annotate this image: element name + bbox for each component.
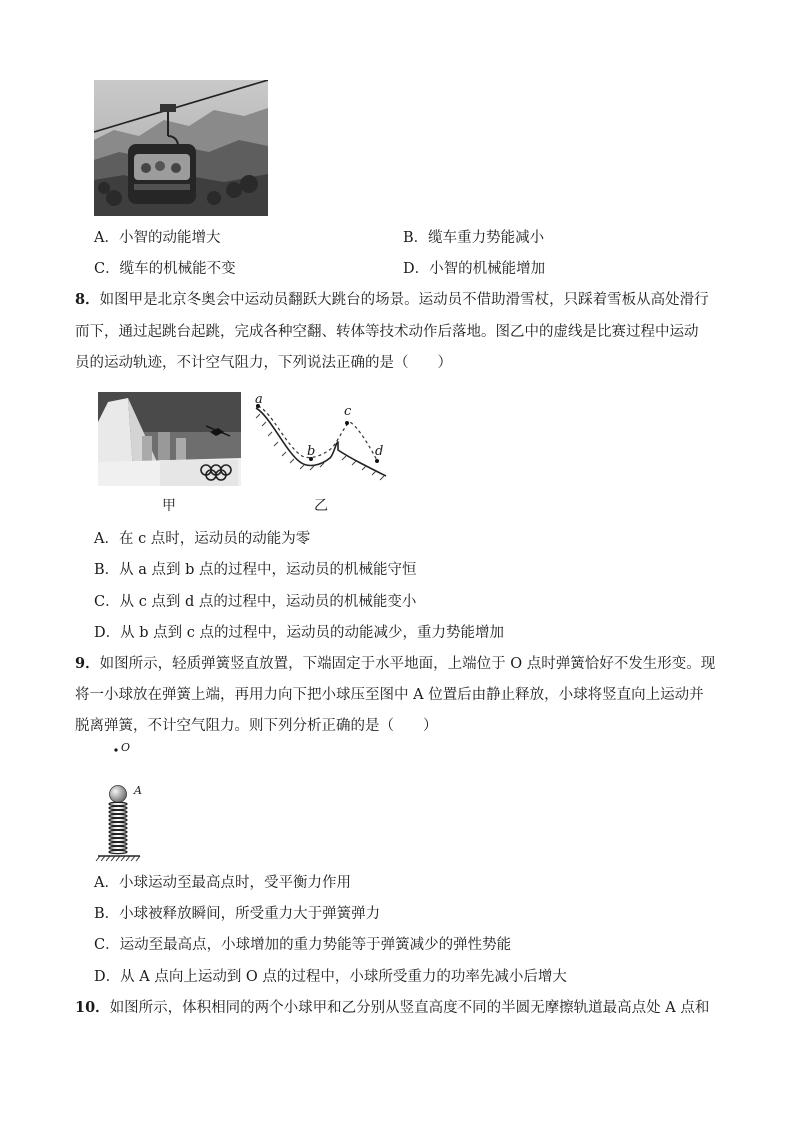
- caption-yi: 乙: [314, 498, 328, 514]
- cable-car-photo: [94, 80, 268, 216]
- q8-option-b: B．从 a 点到 b 点的过程中，运动员的机械能守恒: [94, 562, 417, 578]
- q9-stem-line-2: 将一小球放在弹簧上端，再用力向下把小球压至图中 A 位置后由静止释放，小球将竖直向上运动并: [75, 687, 704, 703]
- caption-jia: 甲: [162, 498, 176, 514]
- q9-number: 9．: [75, 655, 100, 672]
- q9-stem-line-1: 9．如图所示，轻质弹簧竖直放置，下端固定于水平地面，上端位于 O 点时弹簧恰好不发生形变。现: [75, 655, 716, 672]
- q10-stem-line-1: 10．如图所示，体积相同的两个小球甲和乙分别从竖直高度不同的半圆无摩擦轨道最高点处 A 点和: [75, 999, 710, 1016]
- q8-option-c: C．从 c 点到 d 点的过程中，运动员的机械能变小: [94, 594, 417, 610]
- q10-number: 10．: [75, 999, 110, 1016]
- q7-option-b: B．缆车重力势能减小: [403, 230, 545, 246]
- q8-number: 8．: [75, 291, 100, 308]
- track-label-b: b: [307, 444, 316, 459]
- spring-diagram: [94, 740, 154, 864]
- track-label-a: a: [255, 392, 263, 407]
- q7-option-d: D．小智的机械能增加: [403, 261, 546, 277]
- q8-stem-line-2: 而下，通过起跳台起跳，完成各种空翻、转体等技术动作后落地。图乙中的虚线是比赛过程中运动: [75, 324, 699, 340]
- q9-option-d: D．从 A 点向上运动到 O 点的过程中，小球所受重力的功率先减小后增大: [94, 969, 567, 985]
- q8-stem-line-3: 员的运动轨迹，不计空气阻力，下列说法正确的是（ ）: [75, 355, 452, 371]
- q9-option-b: B．小球被释放瞬间，所受重力大于弹簧弹力: [94, 906, 381, 922]
- q7-option-a: A．小智的动能增大: [94, 230, 221, 246]
- q7-option-c: C．缆车的机械能不变: [94, 261, 236, 277]
- q8-stem-line-1: 8．如图甲是北京冬奥会中运动员翻跃大跳台的场景。运动员不借助滑雪杖，只踩着雪板从高处滑行: [75, 291, 709, 308]
- ski-track-diagram: [250, 392, 390, 488]
- ski-jump-photo: [98, 392, 241, 486]
- spring-label-a: A: [134, 784, 142, 797]
- spring-label-o: O: [121, 741, 131, 754]
- q8-option-d: D．从 b 点到 c 点的过程中，运动员的动能减少，重力势能增加: [94, 625, 504, 641]
- track-label-d: d: [375, 444, 384, 459]
- q9-option-a: A．小球运动至最高点时，受平衡力作用: [94, 875, 351, 891]
- track-label-c: c: [344, 404, 352, 419]
- q9-stem-line-3: 脱离弹簧，不计空气阻力。则下列分析正确的是（ ）: [75, 718, 438, 734]
- q8-option-a: A．在 c 点时，运动员的动能为零: [94, 531, 311, 547]
- q9-option-c: C．运动至最高点，小球增加的重力势能等于弹簧减少的弹性势能: [94, 937, 512, 953]
